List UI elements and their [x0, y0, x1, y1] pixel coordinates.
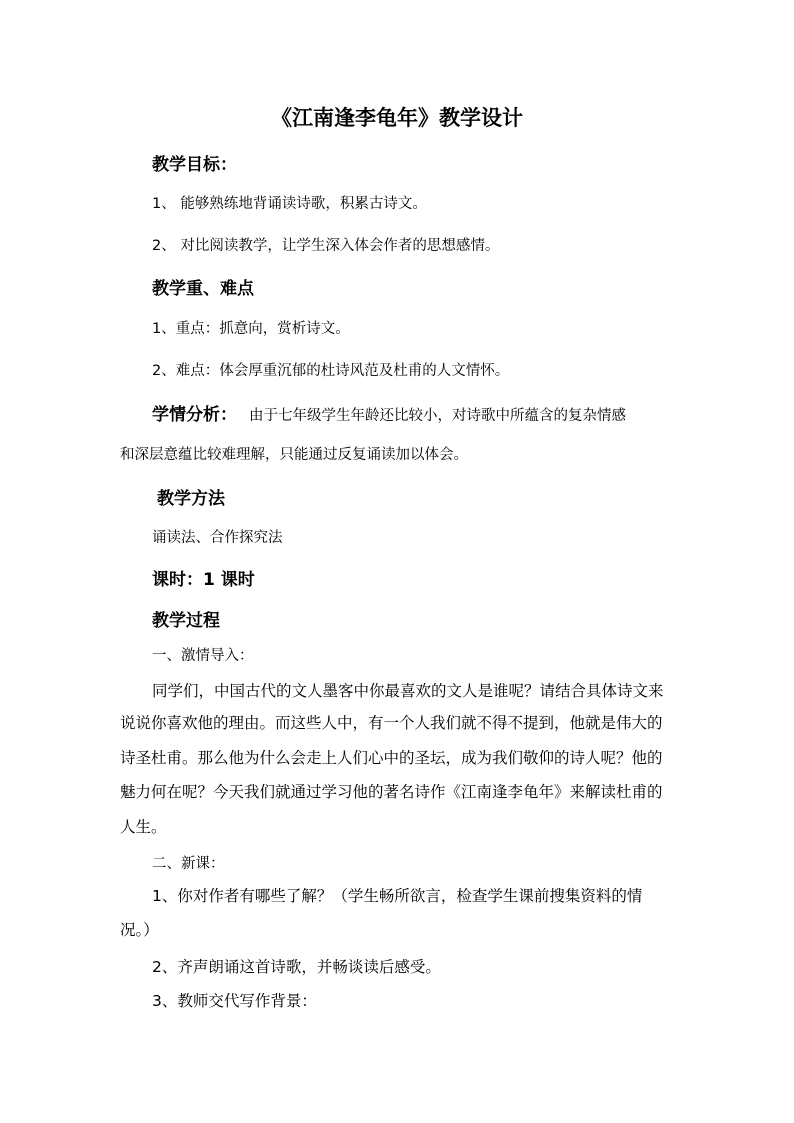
analysis-line-1 — [152, 400, 626, 425]
intro-line-3: 诗圣杜甫。那么他为什么会走上人们心中的圣坛，成为我们敬仰的诗人呢？他的 — [120, 749, 663, 767]
key-point-item-1: 1、重点：抓意向，赏析诗文。 — [152, 321, 350, 337]
method-text: 诵读法、合作探究法 — [152, 530, 283, 546]
intro-line-2: 说说你喜欢他的理由。而这些人中，有一个人我们就不得不提到，他就是伟大的 — [120, 714, 663, 732]
goal-item-2: 2、 对比阅读教学，让学生深入体会作者的思想感情。 — [152, 238, 500, 254]
analysis-text-1: 由于七年级学生年龄还比较小，对诗歌中所蕴含的复杂情感 — [249, 408, 626, 424]
method-heading: 教学方法 — [157, 489, 225, 509]
document-title: 《江南逢李龟年》教学设计 — [271, 106, 523, 130]
goals-heading: 教学目标： — [152, 155, 237, 175]
intro-heading: 一、激情导入： — [152, 648, 254, 664]
analysis-line-2: 和深层意蕴比较难理解，只能通过反复诵读加以体会。 — [120, 447, 468, 463]
new-item-1: 1、你对作者有哪些了解？（学生畅所欲言，检查学生课前搜集资料的情 — [152, 887, 643, 905]
goal-item-1: 1、 能够熟练地背诵读诗歌，积累古诗文。 — [152, 196, 427, 212]
intro-line-5: 人生。 — [120, 818, 167, 836]
intro-line-1: 同学们，中国古代的文人墨客中你最喜欢的文人是谁呢？请结合具体诗文来 — [152, 682, 664, 700]
new-item-1-cont: 况。） — [120, 921, 159, 939]
process-heading: 教学过程 — [152, 611, 220, 631]
intro-line-4: 魅力何在呢？今天我们就通过学习他的著名诗作《江南逢李龟年》来解读杜甫的 — [120, 783, 663, 801]
new-item-2: 2、齐声朗诵这首诗歌，并畅谈读后感受。 — [152, 958, 441, 976]
analysis-label: 学情分析： — [152, 405, 237, 425]
class-hours: 课时：1 课时 — [152, 570, 255, 590]
new-lesson-heading: 二、新课： — [152, 856, 225, 872]
new-item-3: 3、教师交代写作背景： — [152, 992, 317, 1010]
key-points-heading: 教学重、难点 — [152, 279, 254, 299]
key-point-item-2: 2、难点：体会厚重沉郁的杜诗风范及杜甫的人文情怀。 — [152, 363, 510, 379]
